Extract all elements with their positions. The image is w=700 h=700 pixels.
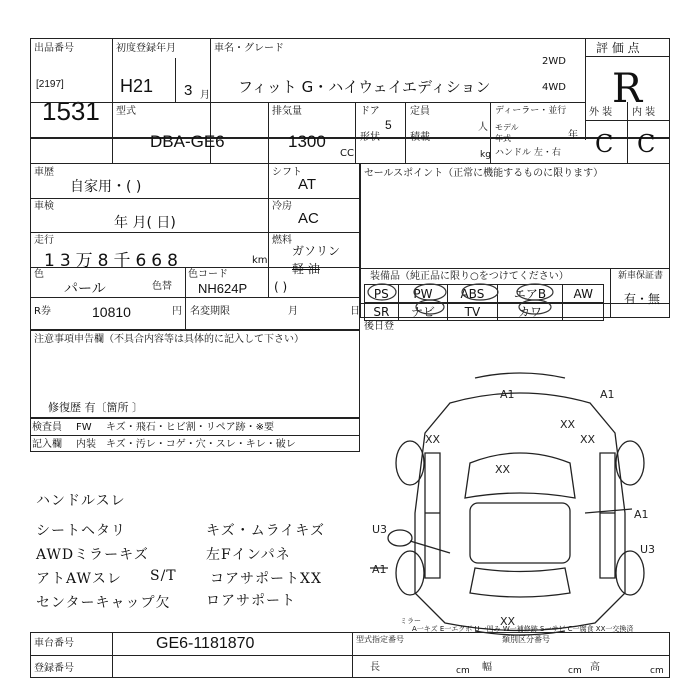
after-reg-label: 後日登 <box>364 321 394 332</box>
svg-text:U3: U3 <box>640 543 656 556</box>
equip-leather: カワ <box>497 303 563 321</box>
chassis-value: GE6-1181870 <box>156 635 255 652</box>
equipment-label: 装備品（純正品に限り○をつけてください） <box>370 271 569 282</box>
fw-label: FW <box>76 422 92 433</box>
doors-value: 5 <box>385 118 392 132</box>
dealer-label: ディーラー・並行 <box>495 106 567 116</box>
note-left-panel: 左Fインパネ <box>206 547 291 563</box>
lot-small: [2197] <box>36 79 64 90</box>
chassis-label: 車台番号 <box>34 638 74 649</box>
svg-text:A1: A1 <box>372 563 387 576</box>
handle-label: ハンドル 左・右 <box>495 148 561 158</box>
history-label: 車歴 <box>34 167 54 178</box>
warranty-day: 日 <box>350 306 360 317</box>
note-core-support: コアサポートXX <box>210 571 322 587</box>
reg-label: 登録番号 <box>34 663 74 674</box>
type-value: DBA-GE6 <box>150 132 225 151</box>
width-label: 幅 <box>482 662 492 673</box>
equip-sr: SR <box>365 303 399 321</box>
month-unit: 月 <box>200 90 210 101</box>
first-reg-label: 初度登録年月 <box>116 43 176 54</box>
svg-text:U3: U3 <box>372 523 388 536</box>
equip-tv: TV <box>448 303 497 321</box>
svg-text:A1: A1 <box>600 388 615 401</box>
interior-col-label: 内装 <box>76 439 96 450</box>
note-mirror-scratch: AWDミラーキズ <box>36 547 149 563</box>
fuel-label: 燃料 <box>272 235 292 246</box>
fuel-paren: ( ) <box>274 280 288 294</box>
model-name: フィット G・ハイウェイエディション <box>238 78 491 96</box>
capacity-label: 定員 <box>410 106 430 117</box>
four-wd: 4WD <box>542 82 566 93</box>
mileage-label: 走行 <box>34 235 54 246</box>
color-code-value: NH624P <box>198 281 248 296</box>
first-reg-year: H21 <box>120 76 154 96</box>
new-warranty-value: 有・無 <box>624 292 661 306</box>
height-label: 高 <box>590 662 600 673</box>
yen-unit: 円 <box>172 306 182 317</box>
color-change-label: 色替 <box>152 281 172 292</box>
shift-value: AT <box>298 176 317 193</box>
km-unit: km <box>252 255 268 266</box>
load-label: 積載 <box>410 132 430 143</box>
two-wd: 2WD <box>542 56 566 67</box>
note-aw-wear: アトAWスレ <box>36 571 122 587</box>
entry-label: 記入欄 <box>32 439 62 450</box>
svg-text:XX: XX <box>495 463 511 476</box>
interior-value: C <box>637 130 656 158</box>
ac-label: 冷房 <box>272 201 292 212</box>
history-value: 自家用・( ) <box>70 179 142 195</box>
shape-label: 形状 <box>360 132 380 143</box>
color-label: 色 <box>34 269 44 280</box>
equip-aw: AW <box>563 285 604 303</box>
svg-text:XX: XX <box>500 615 516 628</box>
kg-unit: kg <box>480 150 491 160</box>
r-ticket-value: 10810 <box>92 304 131 320</box>
type-cert-label: 型式指定番号 <box>356 635 404 644</box>
cm-unit-2: cm <box>568 666 582 676</box>
interior-label: 内 装 <box>632 107 656 118</box>
warranty-month: 月 <box>288 306 298 317</box>
cm-unit-3: cm <box>650 666 664 676</box>
model-year-label: モデル年式 <box>495 123 519 143</box>
shift-label: シフト <box>272 167 302 178</box>
svg-text:XX: XX <box>560 418 576 431</box>
svg-text:XX: XX <box>425 433 441 446</box>
note-st: S/T <box>150 568 177 584</box>
cc-unit: CC <box>340 148 354 159</box>
new-warranty-label: 新車保証書 <box>618 271 664 281</box>
doors-label: ドア <box>360 106 380 117</box>
equip-abs: ABS <box>448 285 497 303</box>
int-items: キズ・汚レ・コゲ・穴・スレ・キレ・破レ <box>106 439 296 450</box>
repair-history: 修復歴 有〔箇所 〕 <box>48 401 143 414</box>
equip-airbag: エアB <box>497 285 563 303</box>
class-label: 類別区分番号 <box>502 635 550 644</box>
exterior-label: 外 装 <box>589 107 613 118</box>
car-damage-diagram <box>370 363 670 638</box>
fuel-light: 軽 油 <box>292 262 320 276</box>
note-center-cap: センターキャップ欠 <box>36 595 171 611</box>
auction-sheet <box>30 38 670 678</box>
note-steering-wear: ハンドルスレ <box>36 493 126 509</box>
note-lower-support: ロアサポート <box>206 593 296 609</box>
r-ticket-label: R券 <box>34 306 51 317</box>
notes-label: 注意事項申告欄（不具合内容等は具体的に記入して下さい） <box>34 334 304 345</box>
year-unit: 年 <box>568 130 578 141</box>
diagram-legend: A一キズ E一エクボ U一凹み W一補修跡 S一サビ C一腐食 XX一交換済 <box>412 625 634 633</box>
svg-text:A1: A1 <box>634 508 649 521</box>
person-unit: 人 <box>478 122 488 133</box>
displacement-label: 排気量 <box>272 106 302 117</box>
model-name-label: 車名・グレード <box>214 43 284 54</box>
inspection-label: 車検 <box>34 201 54 212</box>
note-scratch-uneven: キズ・ムライキズ <box>206 523 326 539</box>
note-seat-sag: シートヘタリ <box>36 523 126 539</box>
ac-value: AC <box>298 210 319 227</box>
mileage-value: 13万8千668 <box>44 251 183 271</box>
length-label: 長 <box>370 662 380 673</box>
eval-value: R <box>612 66 643 112</box>
equip-navi: ナビ <box>398 303 448 321</box>
mirror-note: ミラー <box>400 617 421 625</box>
eval-label: 評 価 点 <box>596 41 640 55</box>
exterior-value: C <box>595 130 614 158</box>
fuel-gas: ガソリン <box>292 244 341 258</box>
color-value: パール <box>64 281 106 297</box>
equip-pw: PW <box>398 285 448 303</box>
lot-label: 出品番号 <box>34 43 74 54</box>
cm-unit-1: cm <box>456 666 470 676</box>
inspection-value: 年 月( 日) <box>114 215 176 231</box>
type-label: 型式 <box>116 106 136 117</box>
displacement-value: 1300 <box>288 132 326 151</box>
warranty-label: 名変期限 <box>190 306 230 317</box>
sales-label: セールスポイント（正常に機能するものに限ります） <box>364 168 604 179</box>
fw-items: キズ・飛石・ヒビ割・リペア跡・※要 <box>106 422 274 433</box>
color-code-label: 色コード <box>188 269 228 280</box>
equipment-circles <box>360 278 610 318</box>
svg-text:XX: XX <box>580 433 596 446</box>
inspector-label: 検査員 <box>32 422 62 433</box>
first-reg-month: 3 <box>184 82 193 99</box>
lot-number: 1531 <box>42 96 100 126</box>
equip-ps: PS <box>365 285 399 303</box>
svg-text:A1: A1 <box>500 388 515 401</box>
